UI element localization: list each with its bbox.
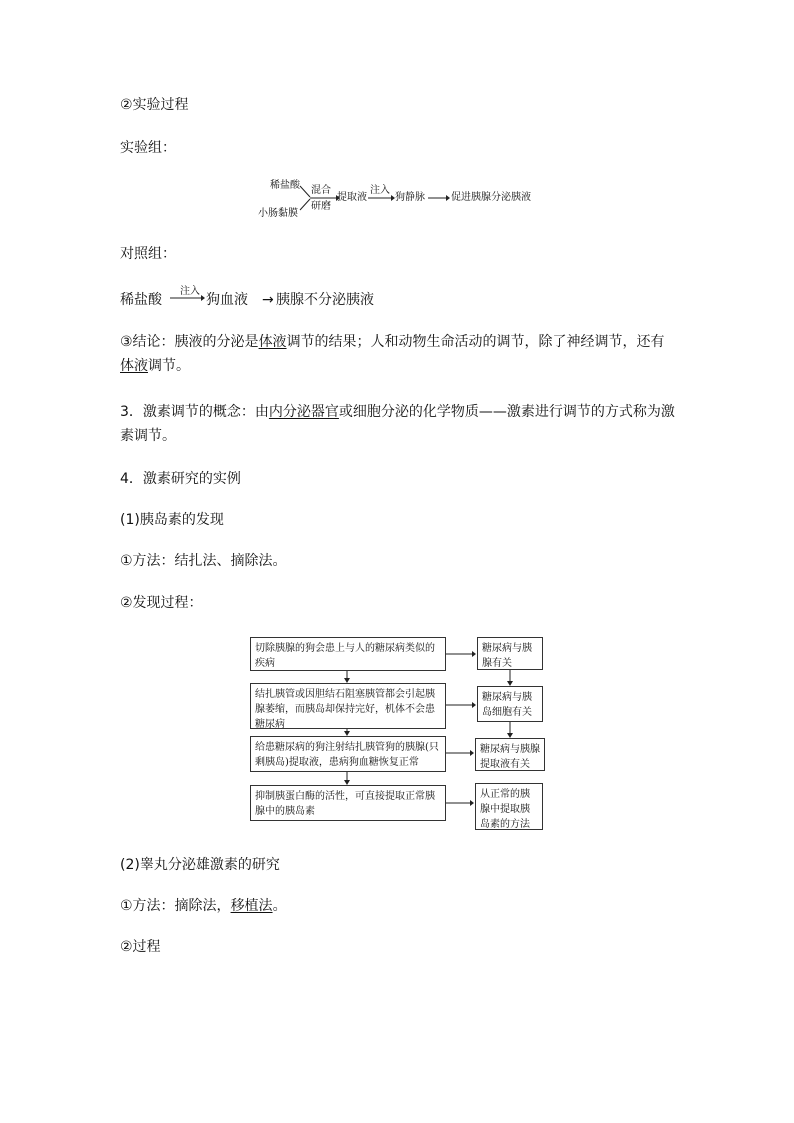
diagram-left-box-1: 切除胰腺的狗会患上与人的糖尿病类似的疾病	[250, 637, 446, 671]
diagram-right-box-2: 糖尿病与胰岛细胞有关	[477, 686, 543, 722]
flow1-inject: 注入	[370, 185, 390, 196]
conclusion-underline-1: 体液	[258, 334, 287, 350]
diagram-right-box-4: 从正常的胰腺中提取胰岛素的方法	[475, 783, 543, 830]
step2-heading: ②实验过程	[120, 97, 189, 113]
flow1-extract: 提取液	[337, 192, 367, 203]
section3-underline: 内分泌器官	[268, 404, 339, 420]
testis-method: ①方法：摘除法，移植法。	[120, 898, 287, 914]
conclusion-paragraph: ③结论：胰液的分泌是体液调节的结果；人和动物生命活动的调节，除了神经调节，还有体液调节。	[120, 334, 665, 374]
flow1-grind: 研磨	[311, 201, 331, 212]
control-acid: 稀盐酸	[120, 292, 162, 308]
control-result: 胰腺不分泌胰液	[276, 292, 374, 308]
section3-paragraph: 3．激素调节的概念：由内分泌器官或细胞分泌的化学物质——激素进行调节的方式称为激素调节。	[120, 404, 675, 444]
control-group-label: 对照组：	[120, 246, 176, 262]
flow1-vein: 狗静脉	[395, 192, 425, 203]
testis-underline: 移植法	[230, 898, 273, 914]
flow1-input-bottom: 小肠黏膜	[258, 208, 298, 219]
flow1-result: 促进胰腺分泌胰液	[451, 192, 531, 203]
diagram-right-box-3: 糖尿病与胰腺提取液有关	[475, 738, 545, 771]
flow1-input-top: 稀盐酸	[270, 180, 300, 191]
control-dog-blood: 狗血液	[206, 292, 248, 308]
section4-title: 4．激素研究的实例	[120, 471, 241, 487]
experimental-group-label: 实验组：	[120, 140, 176, 156]
insulin-process-label: ②发现过程：	[120, 595, 203, 611]
conclusion-underline-2: 体液	[120, 358, 148, 374]
control-arrow: →	[262, 292, 274, 308]
flow1-mix: 混合	[311, 185, 331, 196]
control-inject: 注入	[180, 286, 200, 297]
diagram-right-box-1: 糖尿病与胰腺有关	[477, 637, 543, 670]
diagram-left-box-3: 给患糖尿病的狗注射结扎胰管狗的胰腺(只剩胰岛)提取液，患病狗血糖恢复正常	[250, 736, 446, 772]
insulin-method: ①方法：结扎法、摘除法。	[120, 553, 287, 569]
diagram-left-box-2: 结扎胰管或因胆结石阻塞胰管都会引起胰腺萎缩，而胰岛却保持完好，机体不会患糖尿病	[250, 683, 446, 729]
diagram-left-box-4: 抑制胰蛋白酶的活性，可直接提取正常胰腺中的胰岛素	[250, 785, 446, 821]
testis-process: ②过程	[120, 939, 161, 955]
testis-title: (2)睾丸分泌雄激素的研究	[120, 857, 280, 873]
insulin-title: (1)胰岛素的发现	[120, 512, 224, 528]
